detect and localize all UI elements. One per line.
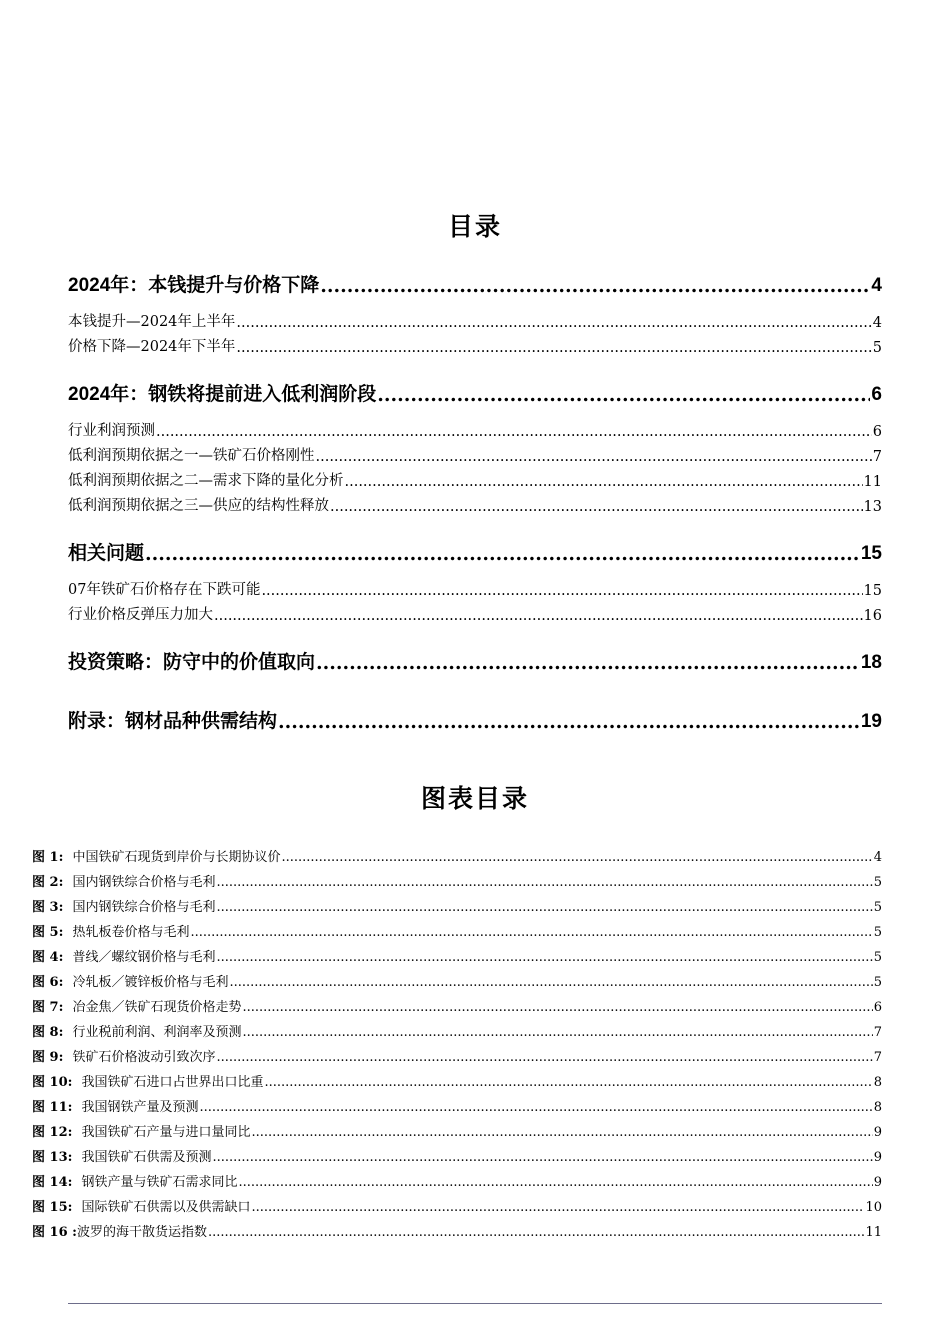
toc-item-page: 13 (863, 499, 882, 515)
figure-page: 10 (865, 1200, 882, 1215)
toc-section-label: 2024年：本钱提升与价格下降 (68, 275, 320, 296)
figure-page: 5 (873, 925, 882, 940)
figure-label: 我国铁矿石进口占世界出口比重 (81, 1075, 264, 1090)
toc-item-page: 4 (872, 315, 882, 331)
toc-item-label: 低利润预期依据之一—铁矿石价格刚性 (68, 448, 315, 464)
figure-number: 图 1: (32, 850, 64, 865)
dot-leader (316, 449, 872, 465)
figure-label: 国际铁矿石供需以及供需缺口 (81, 1200, 251, 1215)
figure-label: 冷轧板／镀锌板价格与毛利 (72, 975, 229, 990)
toc-item[interactable] (68, 336, 882, 356)
figure-label: 国内钢铁综合价格与毛利 (72, 875, 216, 890)
dot-leader (236, 315, 871, 331)
toc-section-label: 2024年：钢铁将提前进入低利润阶段 (68, 384, 377, 405)
figure-number: 图 3: (32, 900, 64, 915)
figure-label: 普线／螺纹钢价格与毛利 (72, 950, 216, 965)
figure-page: 5 (873, 900, 882, 915)
figure-number: 图 2: (32, 875, 64, 890)
figure-page: 7 (873, 1050, 882, 1065)
figure-page: 8 (873, 1075, 882, 1090)
toc-item-label: 低利润预期依据之三—供应的结构性释放 (68, 498, 329, 514)
figure-page: 4 (873, 850, 882, 865)
toc-item-page: 11 (863, 474, 882, 490)
dot-leader (208, 1225, 864, 1240)
figure-number: 图 16 : (32, 1225, 77, 1240)
figure-page: 5 (873, 950, 882, 965)
toc-item[interactable] (68, 311, 882, 331)
figure-number: 图 8: (32, 1025, 64, 1040)
toc-section-label: 投资策略：防守中的价值取向 (68, 652, 316, 673)
figure-label: 国内钢铁综合价格与毛利 (72, 900, 216, 915)
dot-leader (252, 1200, 865, 1215)
figure-number: 图 9: (32, 1050, 64, 1065)
toc-item-label: 低利润预期依据之二—需求下降的量化分析 (68, 473, 344, 489)
figure-number: 图 12: (32, 1125, 73, 1140)
toc-section[interactable] (68, 707, 882, 733)
dot-leader (261, 583, 862, 599)
dot-leader (281, 850, 872, 865)
dot-leader (330, 499, 863, 515)
figure-label: 中国铁矿石现货到岸价与长期协议价 (72, 850, 281, 865)
figure-page: 9 (873, 1150, 882, 1165)
figure-label: 铁矿石价格波动引致次序 (72, 1050, 216, 1065)
figure-item[interactable] (32, 1047, 882, 1065)
figure-page: 6 (873, 1000, 882, 1015)
dot-leader (345, 474, 863, 490)
toc-item-label: 07年铁矿石价格存在下跌可能 (68, 582, 261, 598)
figure-item[interactable] (32, 972, 882, 990)
dot-leader (316, 652, 860, 674)
toc-item-label: 价格下降—2024年下半年 (68, 339, 236, 355)
toc-item-label: 行业价格反弹压力加大 (68, 607, 213, 623)
figure-item[interactable] (32, 922, 882, 940)
dot-leader (145, 543, 860, 565)
toc-item[interactable] (68, 445, 882, 465)
toc-section[interactable] (68, 539, 882, 565)
dot-leader (278, 711, 860, 733)
figure-number: 图 15: (32, 1200, 73, 1215)
figure-page: 9 (873, 1125, 882, 1140)
toc-section-label: 附录：钢材品种供需结构 (68, 711, 278, 732)
dot-leader (229, 975, 872, 990)
dot-leader (242, 1025, 872, 1040)
dot-leader (377, 384, 870, 406)
figure-item[interactable] (32, 1022, 882, 1040)
dot-leader (242, 1000, 872, 1015)
toc-item[interactable] (68, 470, 882, 490)
dot-leader (214, 608, 863, 624)
dot-leader (213, 1150, 873, 1165)
figure-item[interactable] (32, 897, 882, 915)
toc-item-page: 6 (872, 424, 882, 440)
figure-item[interactable] (32, 1172, 882, 1190)
figure-item[interactable] (32, 1197, 882, 1215)
figure-number: 图 7: (32, 1000, 64, 1015)
toc-section-page: 18 (860, 652, 882, 673)
figure-number: 图 6: (32, 975, 64, 990)
figure-number: 图 10: (32, 1075, 73, 1090)
figure-item[interactable] (32, 1097, 882, 1115)
figure-label: 钢铁产量与铁矿石需求同比 (81, 1175, 238, 1190)
figure-number: 图 14: (32, 1175, 73, 1190)
dot-leader (190, 925, 872, 940)
figure-number: 图 4: (32, 950, 64, 965)
toc-section-page: 19 (860, 711, 882, 732)
dot-leader (239, 1175, 873, 1190)
toc-title: 目录 (447, 212, 502, 241)
figure-label: 我国钢铁产量及预测 (81, 1100, 199, 1115)
figure-label: 我国铁矿石产量与进口量同比 (81, 1125, 251, 1140)
figure-page: 5 (873, 875, 882, 890)
dot-leader (216, 875, 872, 890)
figure-page: 8 (873, 1100, 882, 1115)
figure-label: 我国铁矿石供需及预测 (81, 1150, 212, 1165)
toc-item[interactable] (68, 420, 882, 440)
toc-item-page: 5 (872, 340, 882, 356)
figure-item[interactable] (32, 847, 882, 865)
dot-leader (320, 275, 870, 297)
toc-item-page: 15 (863, 583, 882, 599)
dot-leader (216, 1050, 872, 1065)
toc-item[interactable] (68, 495, 882, 515)
figure-item[interactable] (32, 947, 882, 965)
dot-leader (200, 1100, 873, 1115)
figure-label: 热轧板卷价格与毛利 (72, 925, 190, 940)
footer-divider (68, 1303, 882, 1304)
figure-item[interactable] (32, 1072, 882, 1090)
dot-leader (252, 1125, 873, 1140)
toc-section[interactable] (68, 648, 882, 674)
figure-page: 9 (873, 1175, 882, 1190)
toc-item-label: 行业利润预测 (68, 423, 155, 439)
toc-section[interactable] (68, 271, 882, 297)
toc-section-label: 相关问题 (68, 543, 145, 564)
toc-item-page: 7 (872, 449, 882, 465)
figure-page: 5 (873, 975, 882, 990)
dot-leader (216, 900, 872, 915)
figure-label: 行业税前利润、利润率及预测 (72, 1025, 242, 1040)
figure-item[interactable] (32, 1122, 882, 1140)
figure-number: 图 13: (32, 1150, 73, 1165)
toc-item-page: 16 (863, 608, 882, 624)
toc-section[interactable] (68, 380, 882, 406)
figure-item[interactable] (32, 872, 882, 890)
figure-number: 图 11: (32, 1100, 73, 1115)
figure-label: 冶金焦／铁矿石现货价格走势 (72, 1000, 242, 1015)
dot-leader (216, 950, 872, 965)
toc-section-page: 4 (871, 275, 882, 296)
figure-item[interactable] (32, 997, 882, 1015)
figure-label: 波罗的海干散货运指数 (76, 1225, 207, 1240)
dot-leader (156, 424, 872, 440)
toc-item[interactable] (68, 579, 882, 599)
figures-title: 图表目录 (420, 784, 529, 813)
dot-leader (265, 1075, 873, 1090)
figure-item[interactable] (32, 1147, 882, 1165)
toc-item[interactable] (68, 604, 882, 624)
toc-section-page: 6 (871, 384, 882, 405)
figure-item[interactable] (32, 1222, 882, 1240)
figure-page: 7 (873, 1025, 882, 1040)
toc-item-label: 本钱提升—2024年上半年 (68, 314, 236, 330)
figure-number: 图 5: (32, 925, 64, 940)
toc-section-page: 15 (860, 543, 882, 564)
figure-page: 11 (865, 1225, 882, 1240)
dot-leader (236, 340, 871, 356)
